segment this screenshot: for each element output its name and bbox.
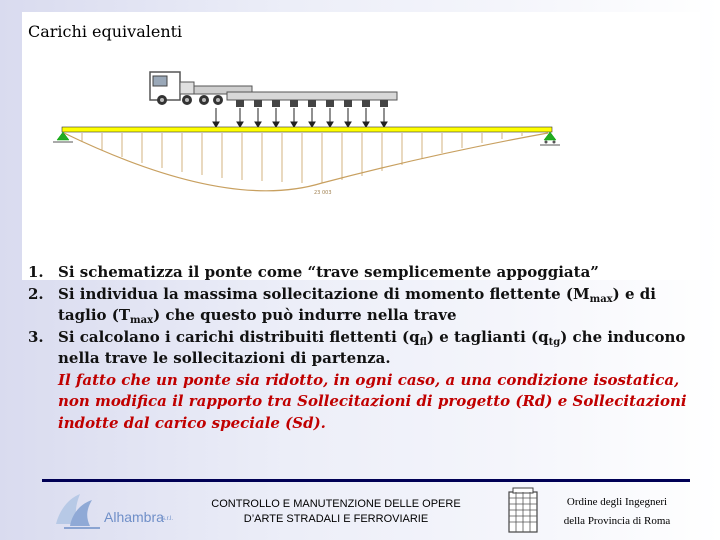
step-1 (28, 262, 708, 284)
step-number: 3. (28, 327, 44, 346)
trailer-icon (227, 92, 397, 107)
step-text-part: Si calcolano i carichi distribuiti flettenti (q (58, 327, 420, 346)
step-number: 1. (28, 263, 44, 281)
logo-name: Alhambra (104, 509, 164, 525)
bridge-diagram (22, 12, 700, 280)
subscript: tg (548, 336, 561, 348)
footer-center-line-2: D’ARTE STRADALI E FERROVIARIE (243, 513, 429, 525)
footer-rule (42, 479, 690, 482)
step-number: 2. (28, 284, 44, 303)
step-text-part: Si individua la massima sollecitazione di momento flettente (M (58, 284, 590, 303)
step-3 (28, 327, 708, 370)
subscript: max (130, 315, 154, 326)
step-2 (28, 284, 708, 327)
step-text-part: Si schematizza il ponte come “trave semplicemente appoggiata” (58, 263, 599, 281)
step-text (58, 262, 708, 284)
footer-center-line-1: CONTROLLO E MANUTENZIONE DELLE OPERE (211, 498, 461, 510)
step-text-part: ) che questo può indurre nella trave (153, 306, 457, 324)
institution-line-2: della Provincia di Roma (563, 515, 671, 527)
footer-course-title (186, 497, 486, 527)
step-text (58, 284, 708, 327)
diagram-panel (22, 12, 700, 280)
beam (62, 127, 552, 132)
step-text-part: ) e di taglio (T (58, 284, 656, 324)
moment-diagram (64, 133, 548, 196)
step-text-part: ) che inducono nella trave le sollecitazioni di partenza. (58, 327, 686, 367)
footer-institution (552, 496, 682, 527)
step-text (58, 327, 708, 370)
subscript: fl (419, 336, 427, 348)
step-text-part: ) e taglianti (q (426, 327, 549, 346)
left-support-icon (53, 132, 73, 142)
load-arrows (213, 108, 387, 127)
steps-list (28, 262, 708, 434)
subscript: max (589, 293, 613, 305)
building-icon (503, 486, 543, 534)
note-text: Il fatto che un ponte sia ridotto, in ogni caso, a una condizione isostatica, non modifica il rapporto tra Sollecitazioni di progetto (Rd) e Sollecitazioni indotte dal carico speciale (Sd). (58, 370, 687, 432)
logo-suffix: s.r.l. (162, 516, 174, 522)
alhambra-logo-icon (50, 488, 106, 532)
moment-value-label: 23 003 (314, 190, 332, 196)
panel-title: Carichi equivalenti (28, 22, 183, 41)
institution-line-1: Ordine degli Ingegneri (566, 496, 668, 508)
